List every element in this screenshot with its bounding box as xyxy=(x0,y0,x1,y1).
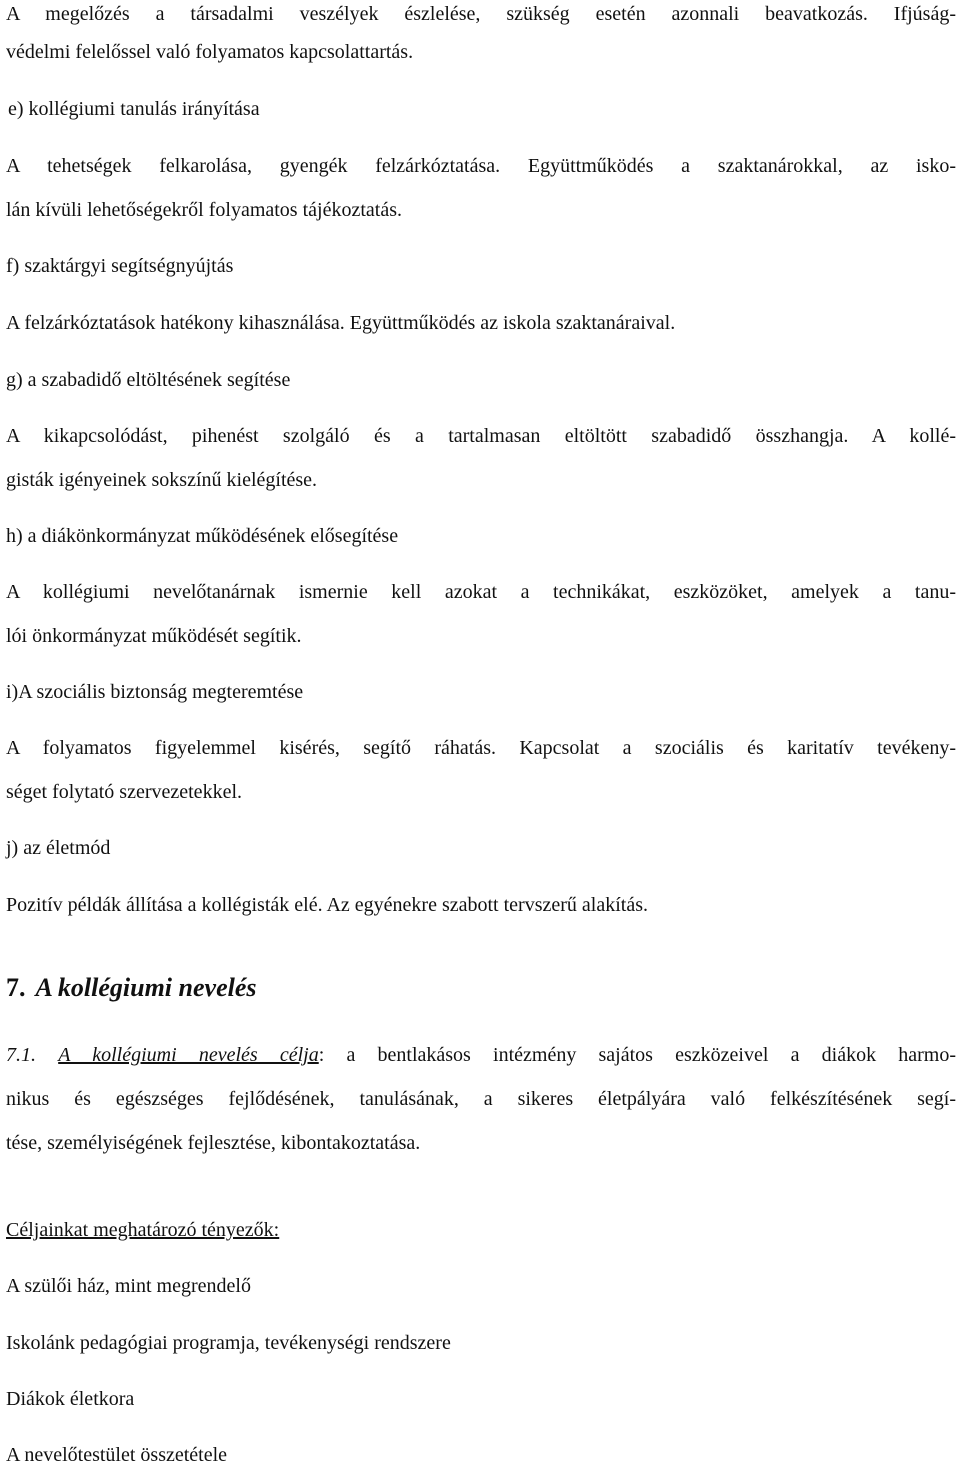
factors-heading: Céljainkat meghatározó tényezők: xyxy=(6,1219,280,1241)
section-title: A kollégiumi nevelés xyxy=(35,973,257,1002)
subheading-i: i)A szociális biztonság megteremtése xyxy=(6,681,304,703)
subsection-label: A kollégiumi nevelés célja xyxy=(58,1044,319,1066)
paragraph-line: A kikapcsolódást, pihenést szolgáló és a tartalmasan eltöltött szabadidő összhangja. A kollé- xyxy=(6,425,956,447)
paragraph-line: védelmi felelőssel való folyamatos kapcsolattartás. xyxy=(6,41,414,63)
subheading-g: g) a szabadidő eltöltésének segítése xyxy=(6,369,291,391)
subheading-f: f) szaktárgyi segítségnyújtás xyxy=(6,255,234,277)
paragraph-line: A felzárkóztatások hatékony kihasználása. Együttműködés az iskola szaktanáraival. xyxy=(6,312,676,334)
subsection-colon: : xyxy=(318,1044,325,1066)
factor-item: Diákok életkora xyxy=(6,1388,135,1410)
factor-item: Iskolánk pedagógiai programja, tevékenységi rendszere xyxy=(6,1332,451,1354)
factor-item: A szülői ház, mint megrendelő xyxy=(6,1275,251,1297)
subheading-h: h) a diákönkormányzat működésének elősegítése xyxy=(6,525,399,547)
paragraph-line: A folyamatos figyelemmel kisérés, segítő ráhatás. Kapcsolat a szociális és karitatív tevékeny- xyxy=(6,737,956,759)
subheading-j: j) az életmód xyxy=(6,837,111,859)
paragraph-line: tése, személyiségének fejlesztése, kibontakoztatása. xyxy=(6,1132,421,1154)
paragraph-line: nikus és egészséges fejlődésének, tanulásának, a sikeres életpályára való felkészítésének segí- xyxy=(6,1088,956,1110)
paragraph-line: A kollégiumi nevelőtanárnak ismernie kell azokat a technikákat, eszközöket, amelyek a tanu- xyxy=(6,581,956,603)
paragraph-line: A tehetségek felkarolása, gyengék felzárkóztatása. Együttműködés a szaktanárokkal, az isko- xyxy=(6,155,956,177)
paragraph-line: lói önkormányzat működését segítik. xyxy=(6,625,302,647)
paragraph-line: A megelőzés a társadalmi veszélyek észlelése, szükség esetén azonnali beavatkozás. Ifjúság- xyxy=(6,3,956,25)
factor-item: A nevelőtestület összetétele xyxy=(6,1444,228,1466)
subheading-e: e) kollégiumi tanulás irányítása xyxy=(8,98,260,120)
paragraph-line xyxy=(6,1043,956,1067)
subsection-text: a bentlakásos intézmény sajátos eszközeivel a diákok harmo- xyxy=(324,1044,957,1066)
paragraph-line: séget folytató szervezetekkel. xyxy=(6,781,242,803)
section-number: 7. xyxy=(6,973,26,1002)
paragraph-line: Pozitív példák állítása a kollégisták elé. Az egyénekre szabott tervszerű alakítás. xyxy=(6,894,648,916)
subsection-number: 7.1. xyxy=(6,1044,36,1066)
paragraph-line: lán kívüli lehetőségekről folyamatos tájékoztatás. xyxy=(6,199,402,221)
section-heading xyxy=(6,973,257,1003)
paragraph-line: gisták igényeinek sokszínű kielégítése. xyxy=(6,469,318,491)
